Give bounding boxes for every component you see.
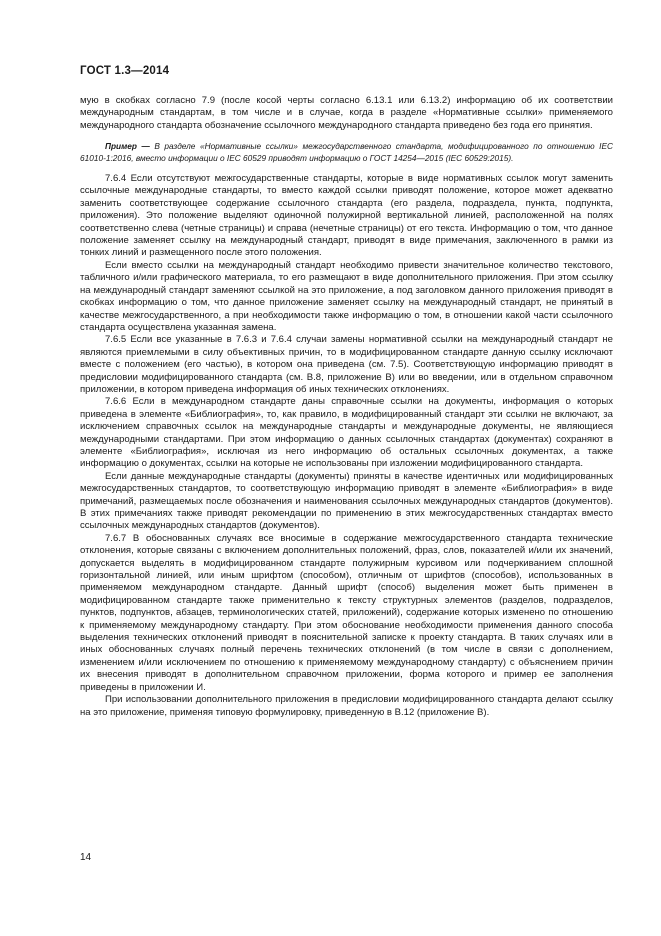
example-body: В разделе «Нормативные ссылки» межгосударственного стандарта, модифицированного по отношению IEC 61010-1:2016, вместо информации о IEC 60529 приводят информацию о ГОСТ 14254—2015 (IEC 60529:2015). xyxy=(80,141,613,163)
paragraph-7-6-5: 7.6.5 Если все указанные в 7.6.3 и 7.6.4 случаи замены нормативной ссылки на международный стандарт не являются приемлемыми в силу объективных причин, то в модифицированном стандарте данную ссылку исключают вместе с положением (его частью), в котором она приведена (см. 7.5). Соответствующую информацию приводят в предисловии модифицированного стандарта (см. В.8, приложение В) или во введении, или в отдельном справочном приложении, в котором приведена информация об иных технических отклонениях. xyxy=(80,334,613,395)
page-header-title: ГОСТ 1.3—2014 xyxy=(80,65,170,77)
paragraph-7-6-7-continued: При использовании дополнительного приложения в предисловии модифицированного стандарта делают ссылку на это приложение, применяя типовую формулировку, приведенную в В.12 (приложение В). xyxy=(80,694,613,718)
paragraph-7-6-4: 7.6.4 Если отсутствуют межгосударственные стандарты, которые в виде нормативных ссылок могут заменить ссылочные международные стандарты, то вместо каждой ссылки приводят положение, которое может адекватно заменить соответствующее содержание ссылочного стандарта (его раздела, подраздела, пункта, подпункта, приложения). Это положение выделяют одиночной полужирной вертикальной линией, расположенной на полях соответственно слева (четные страницы) и справа (нечетные страницы) от его текста. Информацию о том, что данное положение заменяет ссылку на международный стандарт, приводят в виде примечания, заключенного в рамки из тонких линий и размещенного после этого положения. xyxy=(80,173,613,259)
example-lead: Пример — xyxy=(105,141,155,152)
example-note xyxy=(80,141,613,164)
page-number: 14 xyxy=(80,852,92,863)
paragraph-7-6-6-continued: Если данные международные стандарты (документы) приняты в качестве идентичных или модифицированных межгосударственных стандартов, то соответствующую информацию приводят в элементе «Библиография» в виде примечаний, размещаемых после обозначения и наименования ссылочных международных стандартов (документов). В этих примечаниях также приводят рекомендации по применению в этих межгосударственных стандартах вместо ссылочных международных стандартов (документов). xyxy=(80,470,613,532)
paragraph-7-6-4-continued: Если вместо ссылки на международный стандарт необходимо привести значительное количество текстового, табличного и/или графического материала, то его размещают в виде дополнительного приложения. При этом ссылку на международный стандарт заменяют ссылкой на это приложение, а под заголовком данного приложения приводят в скобках информацию о том, что данное приложение заменяет ссылку на международный стандарт, не принятый в качестве межгосударственного, а при необходимости также информацию о том, в отношении какой части ссылочного стандарта осуществлена указанная замена. xyxy=(80,259,613,333)
paragraph-7-6-6: 7.6.6 Если в международном стандарте даны справочные ссылки на документы, информация о которых приведена в элементе «Библиография», то, как правило, в модифицированный стандарт эти ссылки не включают, за исключением справочных ссылок на международные стандарты и международные документы, не являющиеся международными стандартами. При этом информацию о данных ссылочных стандартах (документах) сохраняют в элементе «Библиография», исключая из него информацию об остальных ссылочных документах, а также информацию о документах, ссылки на которые не использованы при изложении модифицированного стандарта. xyxy=(80,396,613,470)
paragraph-7-6-7: 7.6.7 В обоснованных случаях все вносимые в содержание межгосударственного стандарта технические отклонения, которые связаны с включением дополнительных положений, фраз, слов, показателей и/или их значений, допускается выделять в модифицированном стандарте полужирным курсивом или подчеркиванием сплошной горизонтальной линией, или иным шрифтом (способом), отличным от шрифтов (способов), использованных в применяемом международном стандарте. Данный шрифт (способ) выделения может быть применен в модифицированном стандарте также применительно к тексту структурных элементов (разделов, подразделов, пунктов, подпунктов, абзацев, терминологических статей, приложений), содержание которых изменено по отношению к применяемому международному стандарту. При этом обоснование необходимости применения данного способа выделения технических отклонений приводят в пояснительной записке к проекту стандарта. В таких случаях или в иных обоснованных случаях полный перечень технических отклонений (в том числе в связи с дополнением, изменением и/или исключением по отношению к применяемому международному стандарту) с объяснением причин их внесения приводят в дополнительном справочном приложении, форма которого и пример ее заполнения приведены в приложении И. xyxy=(80,532,613,693)
page-content xyxy=(80,95,613,719)
paragraph-continuation: мую в скобках согласно 7.9 (после косой черты согласно 6.13.1 или 6.13.2) информацию об их соответствии международным стандартам, в том числе и в случае, когда в разделе «Нормативные ссылки» применяемого международного стандарта обозначение ссылочного международного стандарта приведено без года его принятия. xyxy=(80,95,613,131)
